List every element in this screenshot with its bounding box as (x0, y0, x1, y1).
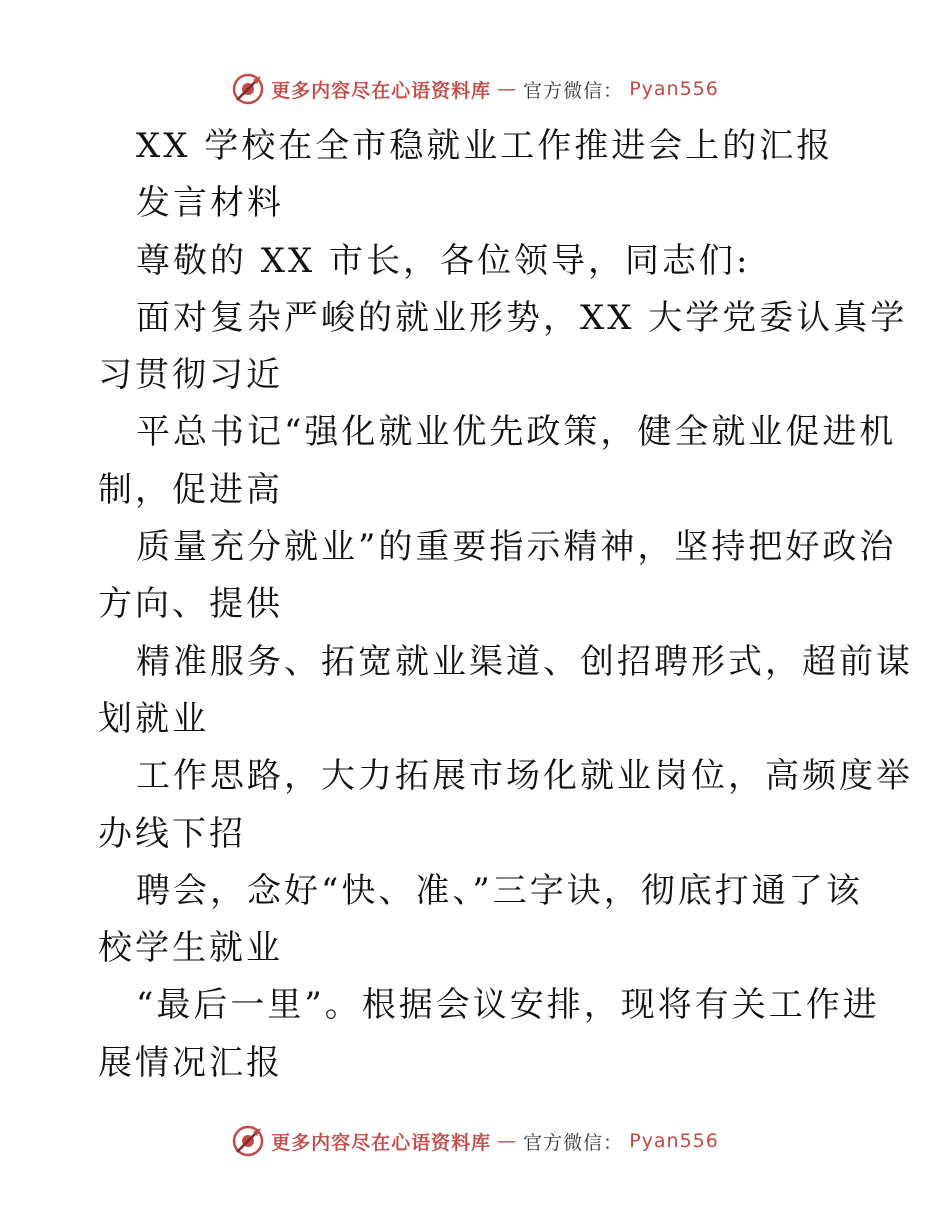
body-line: 划就业 (98, 698, 209, 739)
body-line: 精准服务、拓宽就业渠道、创招聘形式，超前谋 (136, 641, 913, 682)
body-line: “最后一里”。根据会议安排，现将有关工作进 (136, 985, 880, 1026)
banner-brand-text: 更多内容尽在心语资料库 (271, 1131, 492, 1154)
body-line: 工作思路，大力拓展市场化就业岗位，高频度举 (136, 756, 913, 797)
quill-logo-icon (231, 1124, 265, 1158)
body-line: 习贯彻习近 (98, 355, 283, 396)
quill-logo-icon (231, 72, 265, 106)
footer-watermark-banner (0, 1124, 950, 1158)
banner-wechat-account: Pyan556 (629, 1130, 719, 1152)
banner-wechat-account: Pyan556 (629, 78, 719, 100)
document-title-line-2: 发言材料 (136, 183, 284, 224)
body-line: 校学生就业 (98, 928, 283, 969)
salutation-line: 尊敬的 XX 市长，各位领导，同志们: (136, 240, 751, 281)
body-line: 方向、提供 (98, 584, 283, 625)
body-line: 办线下招 (98, 813, 246, 854)
header-watermark-banner (0, 72, 950, 106)
document-title-line-1: XX 学校在全市稳就业工作推进会上的汇报 (136, 126, 834, 166)
body-line: 制，促进高 (98, 469, 283, 510)
banner-wechat-label: 官方微信： (523, 79, 624, 102)
banner-separator: — (497, 78, 518, 100)
body-line: 展情况汇报 (98, 1042, 283, 1083)
body-line: 质量充分就业”的重要指示精神，坚持把好政治 (136, 527, 897, 568)
body-line: 聘会，念好“快、准、”三字诀，彻底打通了该 (136, 870, 863, 911)
banner-separator: — (497, 1130, 518, 1152)
banner-wechat-label: 官方微信： (523, 1131, 624, 1154)
body-line: 面对复杂严峻的就业形势，XX 大学党委认真学 (136, 297, 908, 338)
document-body (98, 118, 913, 1092)
banner-brand-text: 更多内容尽在心语资料库 (271, 79, 492, 102)
body-line: 平总书记“强化就业优先政策，健全就业促进机 (136, 412, 897, 453)
